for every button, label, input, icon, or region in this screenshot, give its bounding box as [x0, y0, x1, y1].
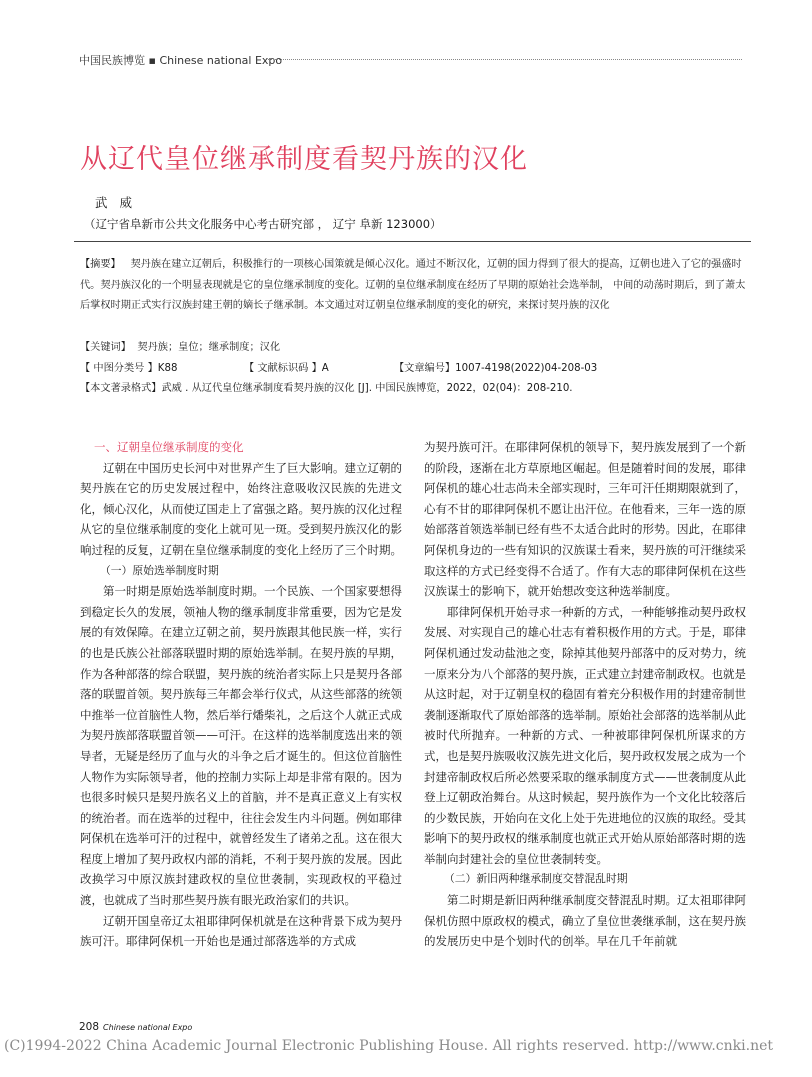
- paragraph: 辽朝开国皇帝辽太祖耶律阿保机就是在这种背景下成为契丹族可汗。耶律阿保机一开始也是通过部落选举的方式成: [80, 913, 402, 949]
- subsection-heading: （一）原始选举制度时期: [100, 563, 219, 577]
- copyright-watermark: (C)1994-2022 China Academic Journal Electronic Publishing House. All rights reserved. http://www.cnki.net: [4, 1038, 774, 1054]
- footer-journal-mark: Chinese national Expo: [103, 1023, 193, 1032]
- paragraph: 为契丹族可汗。在耶律阿保机的领导下，契丹族发展到了一个新的阶段，逐渐在北方草原地区崛起。但是随着时间的发展，耶律阿保机的雄心壮志尚未全部实现时，三年可汗任期期限就到了，心有不甘的耶律阿保机不愿让出汗位。在他看来，三年一选的原始部落首领选举制已经有些不太适合此时的形势。因此，在耶律阿保机身边的一些有知识的汉族谋士看来，契丹族的可汗继续采取这样的方式已经变得不合适了。作有大志的耶律阿保机在这些汉族谋士的影响下，就开始想改变这种选举制度。: [424, 440, 746, 599]
- page-footer: [79, 1021, 192, 1033]
- title-divider: [74, 241, 751, 242]
- paragraph: 耶律阿保机开始寻求一种新的方式，一种能够推动契丹政权发展、对实现自己的雄心壮志有着积极作用的方式。于是，耶律阿保机通过发动盐池之变，除掉其他契丹部落中的反对势力，统一原来分为八个部落的契丹族，正式建立封建帝制政权。也就是从这时起，对于辽朝皇权的稳固有着充分积极作用的封建帝制世袭制逐渐取代了原始部落的选举制。原始社会部落的选举制从此被时代所抛弃。一种新的方式、一种被耶律阿保机所谋求的方式，也是契丹族吸收汉族先进文化后，契丹政权发展之成为一个封建帝制政权后所必然要采取的继承制度方式——世袭制度从此登上辽朝政治舞台。从这时候起，契丹族作为一个文化比较落后的少数民族，开始向在文化上处于先进地位的汉族的取经。受其影响下的契丹政权的继承制度也就正式开始从原始部落时期的选举制向封建社会的皇位世袭制转变。: [424, 604, 746, 866]
- paragraph: 辽朝在中国历史长河中对世界产生了巨大影响。建立辽朝的契丹族在它的历史发展过程中，始终注意吸收汉民族的先进文化，倾心汉化，从而使辽国走上了富强之路。契丹族的汉化过程从它的皇位继承制度的变化上就可见一斑。受到契丹族汉化的影响过程的反复，辽朝在皇位继承制度的变化上经历了三个时期。: [80, 460, 402, 557]
- article-title: 从辽代皇位继承制度看契丹族的汉化: [80, 144, 528, 175]
- keywords-label: 【关键词】: [80, 342, 131, 353]
- doc-code: 【 文献标识码 】A: [244, 363, 329, 374]
- abstract-label: 【摘要】: [80, 259, 121, 270]
- running-header: 中国民族博览 ▪ Chinese national Expo: [79, 54, 283, 67]
- page-number: 208: [79, 1021, 100, 1033]
- article-number: 【文章编号】1007-4198(2022)04-208-03: [394, 363, 598, 374]
- header-dotted-rule: [268, 59, 742, 60]
- paragraph: 第一时期是原始选举制度时期。一个民族、一个国家要想得到稳定长久的发展，领袖人物的继承制度非常重要，因为它是发展的有效保障。在建立辽朝之前，契丹族跟其他民族一样，实行的也是氏族公社部落联盟时期的原始选举制。在契丹族的早期，作为各种部落的综合联盟，契丹族的统治者实际上只是契丹各部落的联盟首领。契丹族每三年都会举行仪式，从这些部落的统领中推举一位首脑性人物，然后举行燔柴礼，之后这个人就正式成为契丹族部落联盟首领——可汗。在这样的选举制度选出来的领导者，无疑是经历了血与火的斗争之后才诞生的。但这位首脑性人物作为实际领导者，他的控制力实际上却是非常有限的。因为也很多时候只是契丹族名义上的首脑，并不是真正意义上有实权的统治者。而在选举的过程中，往往会发生内斗问题。例如耶律阿保机在选举可汗的过程中，就曾经发生了诸弟之乱。这在很大程度上增加了契丹政权内部的消耗，不利于契丹族的发展。因此改换学习中原汉族封建政权的皇位世袭制，实现政权的平稳过渡，也就成了当时那些契丹族有眼光政治家们的共识。: [80, 584, 402, 908]
- clc-code: 【 中图分类号 】K88: [80, 363, 178, 374]
- paragraph: 第二时期是新旧两种继承制度交替混乱时期。辽太祖耶律阿保机仿照中原政权的模式，确立了皇位世袭继承制，这在契丹族的发展历史中是个划时代的创举。早在几千年前就: [424, 893, 746, 949]
- classification-line: [80, 359, 760, 374]
- citation: 【本文著录格式】武威 . 从辽代皇位继承制度看契丹族的汉化 [J]. 中国民族博览，2022，02(04)：208-210.: [80, 383, 573, 394]
- subsection-heading: （二）新旧两种继承制度交替混乱时期: [444, 872, 628, 886]
- abstract: [80, 255, 750, 317]
- section-heading: 一、辽朝皇位继承制度的变化: [94, 440, 244, 454]
- abstract-text: 契丹族在建立辽朝后，积极推行的一项核心国策就是倾心汉化。通过不断汉化，辽朝的国力得到了很大的提高，辽朝也进入了它的强盛时代。契丹族汉化的一个明显表现就是它的皇位继承制度的变化。辽朝的皇位继承制度在经历了早期的原始社会选举制， 中间的动荡时期后，到了萧太后掌权时期正式实行汉族封建王朝的嫡长子继承制。本文通过对辽朝皇位继承制度的变化的研究，来探讨契丹族的汉化: [80, 259, 746, 311]
- left-column: [80, 437, 402, 952]
- author: 武 威: [95, 195, 136, 210]
- keywords-text: 契丹族；皇位；继承制度；汉化: [137, 342, 281, 353]
- right-column: [424, 437, 746, 952]
- keywords: [80, 338, 760, 353]
- affiliation: （辽宁省阜新市公共文化服务中心考古研究部 ， 辽宁 阜新 123000）: [84, 217, 442, 231]
